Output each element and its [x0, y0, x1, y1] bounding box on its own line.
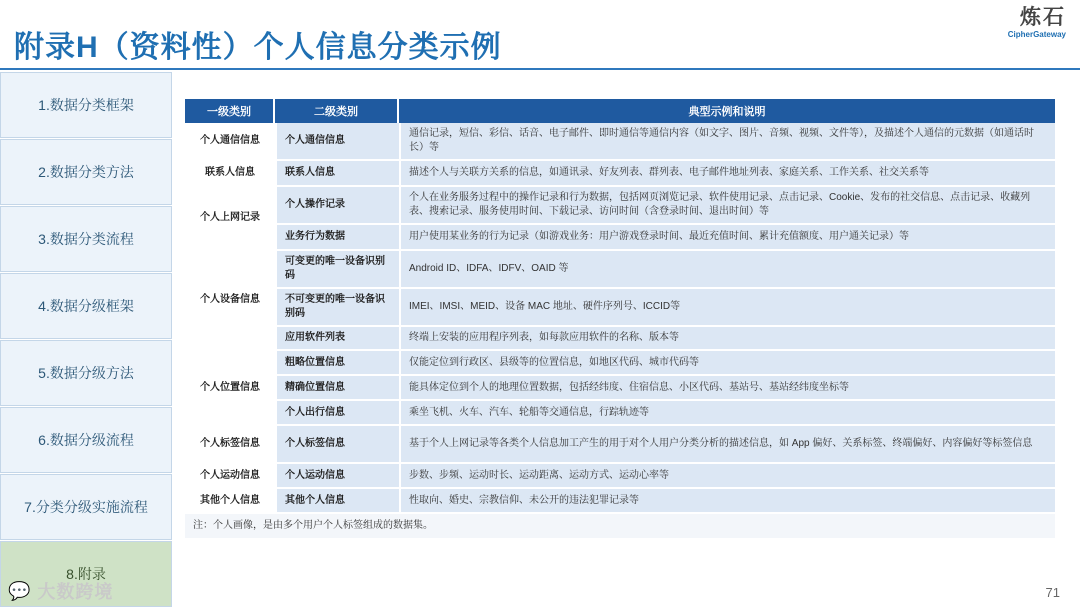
sidebar-item-implementation-process[interactable]	[0, 474, 172, 540]
description-cell: Android ID、IDFA、IDFV、OAID 等	[399, 251, 1055, 289]
table-row	[185, 401, 1055, 426]
table-row	[185, 351, 1055, 376]
table-row	[185, 376, 1055, 401]
description-cell: IMEI、IMSI、MEID、设备 MAC 地址、硬件序列号、ICCID等	[399, 289, 1055, 327]
level2-cell: 个人通信信息	[275, 123, 399, 161]
watermark-text: 大数跨境	[37, 582, 114, 602]
sidebar-item-data-grading-method[interactable]	[0, 340, 172, 406]
sidebar-item-data-classification-process[interactable]	[0, 206, 172, 272]
sidebar-item-label: 1.数据分类框架	[38, 97, 134, 113]
level1-cell: 个人运动信息	[185, 464, 275, 489]
description-cell: 基于个人上网记录等各类个人信息加工产生的用于对个人用户分类分析的描述信息，如 App 偏好、关系标签、终端偏好、内容偏好等标签信息	[399, 426, 1055, 464]
classification-table-wrapper	[185, 99, 1055, 540]
level1-cell: 个人位置信息	[185, 351, 275, 426]
level2-cell: 不可变更的唯一设备识别码	[275, 289, 399, 327]
description-cell: 终端上安装的应用程序列表，如每款应用软件的名称、版本等	[399, 327, 1055, 351]
column-header-level2: 二级类别	[275, 99, 399, 123]
level2-cell: 应用软件列表	[275, 327, 399, 351]
description-cell: 步数、步频、运动时长、运动距离、运动方式、运动心率等	[399, 464, 1055, 489]
table-row	[185, 123, 1055, 161]
table-row	[185, 289, 1055, 327]
level1-cell: 联系人信息	[185, 161, 275, 187]
level2-cell: 个人运动信息	[275, 464, 399, 489]
company-logo	[998, 6, 1066, 40]
main-content	[172, 72, 1080, 608]
description-cell: 用户使用某业务的行为记录（如游戏业务：用户游戏登录时间、最近充值时间、累计充值额度、用户通关记录）等	[399, 225, 1055, 251]
table-note: 注：个人画像，是由多个用户个人标签组成的数据集。	[185, 514, 1055, 540]
logo-subtext: CipherGateway	[1007, 30, 1066, 39]
sidebar-nav	[0, 72, 172, 608]
level2-cell: 个人出行信息	[275, 401, 399, 426]
description-cell: 仅能定位到行政区、县级等的位置信息，如地区代码、城市代码等	[399, 351, 1055, 376]
level2-cell: 可变更的唯一设备识别码	[275, 251, 399, 289]
column-header-examples: 典型示例和说明	[399, 99, 1055, 123]
description-cell: 描述个人与关联方关系的信息，如通讯录、好友列表、群列表、电子邮件地址列表、家庭关系、工作关系、社交关系等	[399, 161, 1055, 187]
table-row	[185, 489, 1055, 514]
table-row	[185, 327, 1055, 351]
description-cell: 乘坐飞机、火车、汽车、轮船等交通信息，行踪轨迹等	[399, 401, 1055, 426]
level1-cell: 个人标签信息	[185, 426, 275, 464]
sidebar-item-label: 2.数据分类方法	[38, 164, 134, 180]
table-row	[185, 161, 1055, 187]
level2-cell: 个人操作记录	[275, 187, 399, 225]
level2-cell: 个人标签信息	[275, 426, 399, 464]
level2-cell: 联系人信息	[275, 161, 399, 187]
page-number: 71	[1045, 585, 1060, 600]
table-note-row	[185, 514, 1055, 540]
level1-cell: 其他个人信息	[185, 489, 275, 514]
sidebar-item-label: 3.数据分类流程	[38, 231, 134, 247]
table-row	[185, 187, 1055, 225]
level1-cell: 个人上网记录	[185, 187, 275, 251]
table-row	[185, 426, 1055, 464]
description-cell: 能具体定位到个人的地理位置数据，包括经纬度、住宿信息、小区代码、基站号、基站经纬度坐标等	[399, 376, 1055, 401]
table-header-row	[185, 99, 1055, 123]
sidebar-item-label: 7.分类分级实施流程	[24, 499, 148, 515]
sidebar-item-data-classification-method[interactable]	[0, 139, 172, 205]
sidebar-item-label: 4.数据分级框架	[38, 298, 134, 314]
description-cell: 通信记录，短信、彩信、话音、电子邮件、即时通信等通信内容（如文字、图片、音频、视频、文件等），及描述个人通信的元数据（如通话时长）等	[399, 123, 1055, 161]
description-cell: 性取向、婚史、宗教信仰、未公开的违法犯罪记录等	[399, 489, 1055, 514]
level2-cell: 其他个人信息	[275, 489, 399, 514]
personal-info-classification-table	[185, 99, 1055, 540]
level2-cell: 精确位置信息	[275, 376, 399, 401]
sidebar-item-data-classification-framework[interactable]	[0, 72, 172, 138]
watermark	[8, 578, 113, 604]
table-row	[185, 464, 1055, 489]
table-row	[185, 251, 1055, 289]
sidebar-item-label: 8.附录	[66, 566, 106, 582]
description-cell: 个人在业务服务过程中的操作记录和行为数据，包括网页浏览记录、软件使用记录、点击记录、Cookie、发布的社交信息、点击记录、收藏列表、搜索记录、服务使用时间、下载记录、访问时间（含登录时间、退出时间）等	[399, 187, 1055, 225]
level1-cell: 个人设备信息	[185, 251, 275, 351]
level2-cell: 业务行为数据	[275, 225, 399, 251]
chat-bubble-icon: 💬	[8, 580, 32, 601]
title-divider	[0, 68, 1080, 70]
table-row	[185, 225, 1055, 251]
column-header-level1: 一级类别	[185, 99, 275, 123]
sidebar-item-label: 5.数据分级方法	[38, 365, 134, 381]
sidebar-item-data-grading-process[interactable]	[0, 407, 172, 473]
logo-text: 炼石	[1020, 6, 1066, 29]
sidebar-item-data-grading-framework[interactable]	[0, 273, 172, 339]
sidebar-item-label: 6.数据分级流程	[38, 432, 134, 448]
level1-cell: 个人通信信息	[185, 123, 275, 161]
level2-cell: 粗略位置信息	[275, 351, 399, 376]
page-title: 附录H（资料性）个人信息分类示例	[14, 31, 502, 64]
